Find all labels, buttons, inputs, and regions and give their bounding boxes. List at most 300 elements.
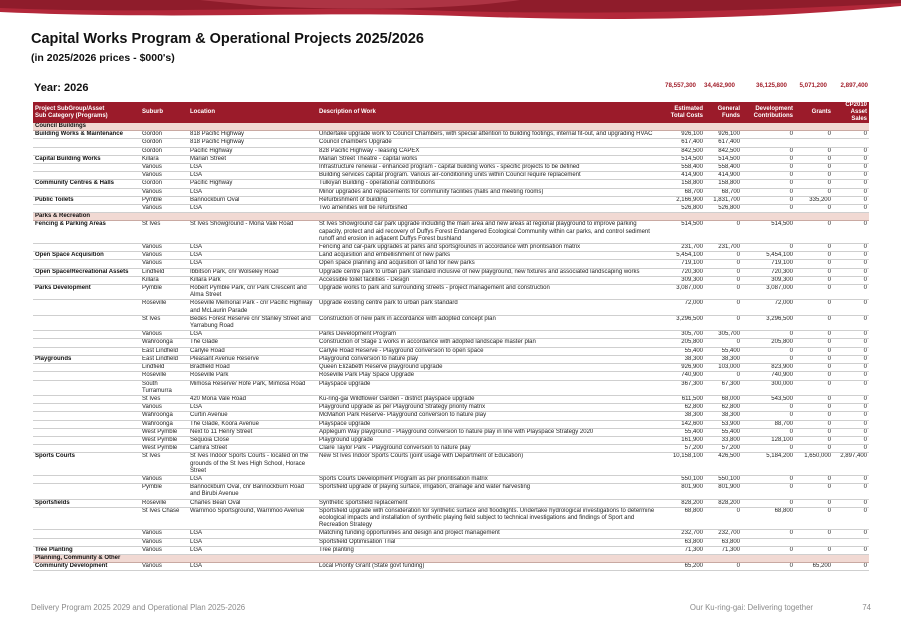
cell-description: Ku-ring-gai Wildflower Garden - district playspace upgrade bbox=[317, 395, 660, 403]
cell-general: 55,400 bbox=[705, 347, 742, 355]
cell-project bbox=[33, 395, 140, 403]
cell-general: 38,300 bbox=[705, 412, 742, 420]
table-row bbox=[33, 339, 869, 347]
header-location: Location bbox=[188, 102, 317, 123]
table-row bbox=[33, 546, 869, 554]
cell-description: Fencing and car-park upgrades at parks and sportsgrounds in accordance with prioritisation matrix bbox=[317, 244, 660, 252]
cell-cp2010: 0 bbox=[833, 347, 869, 355]
cell-location: LGA bbox=[188, 331, 317, 339]
cell-project: Fencing & Parking Areas bbox=[33, 221, 140, 244]
header-suburb: Suburb bbox=[140, 102, 188, 123]
cell-location: LGA bbox=[188, 530, 317, 538]
cell-location: Bannockburn Oval bbox=[188, 196, 317, 204]
cell-grants: 0 bbox=[795, 395, 833, 403]
cell-development: 0 bbox=[742, 404, 795, 412]
table-row bbox=[33, 347, 869, 355]
cell-suburb: Wahroonga bbox=[140, 412, 188, 420]
cell-grants: 0 bbox=[795, 445, 833, 453]
cell-general: 0 bbox=[705, 339, 742, 347]
cell-cp2010: 0 bbox=[833, 563, 869, 571]
total-cp2010: 2,897,400 bbox=[840, 82, 868, 89]
cell-estimated: 142,600 bbox=[660, 420, 705, 428]
cell-project bbox=[33, 188, 140, 196]
header-development: Development Contributions bbox=[742, 102, 795, 123]
cell-suburb: West Pymble bbox=[140, 428, 188, 436]
cell-development: 514,500 bbox=[742, 221, 795, 244]
cell-description: Playground conversion to nature play bbox=[317, 355, 660, 363]
cell-suburb: Various bbox=[140, 172, 188, 180]
cell-development: 0 bbox=[742, 499, 795, 507]
cell-cp2010: 0 bbox=[833, 445, 869, 453]
cell-grants: 0 bbox=[795, 285, 833, 300]
cell-project: Open Space Acquisition bbox=[33, 252, 140, 260]
cell-grants: 0 bbox=[795, 155, 833, 163]
cell-general: 53,900 bbox=[705, 420, 742, 428]
cell-description: Playspace upgrade bbox=[317, 380, 660, 395]
table-row bbox=[33, 436, 869, 444]
cell-cp2010: 0 bbox=[833, 372, 869, 380]
cell-cp2010: 0 bbox=[833, 404, 869, 412]
cell-location: The Glade, Koora Avenue bbox=[188, 420, 317, 428]
cell-general: 62,800 bbox=[705, 404, 742, 412]
cell-estimated: 205,800 bbox=[660, 339, 705, 347]
cell-project: Capital Building Works bbox=[33, 155, 140, 163]
cell-estimated: 3,087,000 bbox=[660, 285, 705, 300]
cell-project bbox=[33, 507, 140, 530]
cell-cp2010: 0 bbox=[833, 315, 869, 330]
cell-suburb: Various bbox=[140, 252, 188, 260]
cell-grants: 0 bbox=[795, 404, 833, 412]
table-row bbox=[33, 453, 869, 476]
cell-description: Council chambers Upgrade bbox=[317, 139, 660, 147]
cell-cp2010: 0 bbox=[833, 155, 869, 163]
cell-estimated: 414,900 bbox=[660, 172, 705, 180]
cell-estimated: 828,200 bbox=[660, 499, 705, 507]
cell-estimated: 801,900 bbox=[660, 484, 705, 499]
cell-cp2010: 0 bbox=[833, 339, 869, 347]
cell-development: 5,454,100 bbox=[742, 252, 795, 260]
cell-development: 0 bbox=[742, 172, 795, 180]
cell-location: Mimosa Reserve/ Rofe Park, Mimosa Road bbox=[188, 380, 317, 395]
cell-project bbox=[33, 139, 140, 147]
cell-general: 0 bbox=[705, 563, 742, 571]
table-row bbox=[33, 252, 869, 260]
cell-grants: 0 bbox=[795, 221, 833, 244]
cell-suburb: West Pymble bbox=[140, 436, 188, 444]
cell-location: LGA bbox=[188, 188, 317, 196]
cell-development: 0 bbox=[742, 196, 795, 204]
cell-location: St Ives Indoor Sports Courts - located on the grounds of the St Ives High School, Horace Street bbox=[188, 453, 317, 476]
cell-description: Upgrade existing centre park to urban park standard bbox=[317, 300, 660, 315]
cell-location: Roseville Park bbox=[188, 372, 317, 380]
cell-general: 57,200 bbox=[705, 445, 742, 453]
cell-cp2010: 0 bbox=[833, 420, 869, 428]
cell-location: LGA bbox=[188, 260, 317, 268]
cell-general: 305,700 bbox=[705, 331, 742, 339]
total-grants: 5,071,200 bbox=[799, 82, 827, 89]
section-label: Parks & Recreation bbox=[33, 213, 869, 221]
cell-cp2010: 0 bbox=[833, 172, 869, 180]
cell-development: 719,100 bbox=[742, 260, 795, 268]
cell-location: Marian Street bbox=[188, 155, 317, 163]
cell-location: LGA bbox=[188, 172, 317, 180]
table-row bbox=[33, 563, 869, 571]
cell-suburb: Various bbox=[140, 475, 188, 483]
cell-project bbox=[33, 164, 140, 172]
cell-grants: 0 bbox=[795, 412, 833, 420]
cell-general: 0 bbox=[705, 507, 742, 530]
cell-location: LGA bbox=[188, 546, 317, 554]
cell-development: 72,000 bbox=[742, 300, 795, 315]
cell-development: 0 bbox=[742, 428, 795, 436]
cell-cp2010: 0 bbox=[833, 164, 869, 172]
cell-cp2010: 0 bbox=[833, 285, 869, 300]
cell-general: 0 bbox=[705, 268, 742, 276]
cell-general: 68,700 bbox=[705, 188, 742, 196]
cell-project bbox=[33, 372, 140, 380]
cell-location: Ibbitson Park, cnr Wolseley Road bbox=[188, 268, 317, 276]
cell-estimated: 62,800 bbox=[660, 404, 705, 412]
cell-location: Warrimoo Sportsground, Warrimoo Avenue bbox=[188, 507, 317, 530]
cell-estimated: 309,300 bbox=[660, 276, 705, 284]
cell-general: 103,000 bbox=[705, 364, 742, 372]
cell-suburb: East Lindfield bbox=[140, 347, 188, 355]
cell-grants: 0 bbox=[795, 484, 833, 499]
cell-description: Roseville Park Play Space Upgrade bbox=[317, 372, 660, 380]
cell-grants: 335,200 bbox=[795, 196, 833, 204]
cell-cp2010: 0 bbox=[833, 180, 869, 188]
cell-description: Upgrade centre park to urban park standard inclusive of new playground, new fixtures and associated landscaping works bbox=[317, 268, 660, 276]
cell-development: 0 bbox=[742, 188, 795, 196]
cell-suburb: Gordon bbox=[140, 180, 188, 188]
cell-suburb: Gordon bbox=[140, 147, 188, 155]
cell-grants: 0 bbox=[795, 420, 833, 428]
cell-general: 55,400 bbox=[705, 428, 742, 436]
cell-suburb: Killara bbox=[140, 155, 188, 163]
cell-estimated: 2,166,900 bbox=[660, 196, 705, 204]
cell-grants bbox=[795, 538, 833, 546]
table-row bbox=[33, 188, 869, 196]
cell-suburb: Various bbox=[140, 331, 188, 339]
cell-grants: 65,200 bbox=[795, 563, 833, 571]
cell-cp2010: 0 bbox=[833, 428, 869, 436]
cell-location: Robert Pymble Park, cnr Park Crescent and Alma Street bbox=[188, 285, 317, 300]
cell-project bbox=[33, 412, 140, 420]
cell-description: Upgrade works to park and surrounding streets - project management and construction bbox=[317, 285, 660, 300]
table-row bbox=[33, 412, 869, 420]
cell-description: Construction of new park in accordance with adopted concept plan bbox=[317, 315, 660, 330]
cell-location: Carlyle Road bbox=[188, 347, 317, 355]
cell-cp2010: 0 bbox=[833, 355, 869, 363]
cell-grants: 0 bbox=[795, 188, 833, 196]
table-row bbox=[33, 372, 869, 380]
cell-cp2010 bbox=[833, 139, 869, 147]
cell-estimated: 367,300 bbox=[660, 380, 705, 395]
cell-general: 550,100 bbox=[705, 475, 742, 483]
cell-development: 68,800 bbox=[742, 507, 795, 530]
cell-estimated: 68,800 bbox=[660, 507, 705, 530]
total-general: 34,462,900 bbox=[704, 82, 735, 89]
cell-suburb: Various bbox=[140, 538, 188, 546]
cell-estimated: 558,400 bbox=[660, 164, 705, 172]
cell-estimated: 55,400 bbox=[660, 428, 705, 436]
cell-general: 0 bbox=[705, 276, 742, 284]
cell-cp2010: 0 bbox=[833, 395, 869, 403]
table-row bbox=[33, 420, 869, 428]
cell-development bbox=[742, 139, 795, 147]
cell-general: 926,100 bbox=[705, 131, 742, 139]
table-row bbox=[33, 331, 869, 339]
cell-general: 231,700 bbox=[705, 244, 742, 252]
cell-project bbox=[33, 244, 140, 252]
cell-suburb: Roseville bbox=[140, 300, 188, 315]
cell-project: Building Works & Maintenance bbox=[33, 131, 140, 139]
cell-cp2010: 0 bbox=[833, 196, 869, 204]
cell-project bbox=[33, 205, 140, 213]
cell-development: 0 bbox=[742, 412, 795, 420]
cell-cp2010: 0 bbox=[833, 188, 869, 196]
cell-development: 0 bbox=[742, 563, 795, 571]
cell-development: 0 bbox=[742, 546, 795, 554]
cell-project bbox=[33, 276, 140, 284]
cell-development: 309,300 bbox=[742, 276, 795, 284]
cell-estimated: 161,900 bbox=[660, 436, 705, 444]
section-row bbox=[33, 554, 869, 562]
total-development: 36,125,800 bbox=[756, 82, 787, 89]
cell-estimated: 514,500 bbox=[660, 221, 705, 244]
cell-grants: 0 bbox=[795, 347, 833, 355]
cell-project bbox=[33, 436, 140, 444]
cell-suburb: Roseville bbox=[140, 499, 188, 507]
cell-grants: 0 bbox=[795, 530, 833, 538]
cell-project bbox=[33, 347, 140, 355]
cell-project bbox=[33, 339, 140, 347]
cell-development: 543,500 bbox=[742, 395, 795, 403]
cell-suburb: Various bbox=[140, 260, 188, 268]
cell-project bbox=[33, 315, 140, 330]
cell-general: 232,700 bbox=[705, 530, 742, 538]
cell-location: Next to 11 Henry Street bbox=[188, 428, 317, 436]
cell-suburb: St Ives bbox=[140, 395, 188, 403]
cell-suburb: St Ives Chase bbox=[140, 507, 188, 530]
cell-general: 71,300 bbox=[705, 546, 742, 554]
cell-development: 300,000 bbox=[742, 380, 795, 395]
cell-general: 617,400 bbox=[705, 139, 742, 147]
cell-location: 818 Pacific Highway bbox=[188, 131, 317, 139]
cell-development: 0 bbox=[742, 484, 795, 499]
cell-cp2010: 0 bbox=[833, 268, 869, 276]
cell-location: Pacific Highway bbox=[188, 147, 317, 155]
table-row bbox=[33, 276, 869, 284]
cell-development: 0 bbox=[742, 244, 795, 252]
cell-description: Sportsfield upgrade with consideration for synthetic surface and floodlights. Undertake hydrological investigations to determine ecological impacts and installation of synthetic playing field subject to technical investigations and findings of Sport and Recreation Strategy bbox=[317, 507, 660, 530]
cell-cp2010: 0 bbox=[833, 300, 869, 315]
cell-cp2010: 0 bbox=[833, 412, 869, 420]
cell-project bbox=[33, 530, 140, 538]
cell-general: 801,900 bbox=[705, 484, 742, 499]
cell-suburb: Wahroonga bbox=[140, 420, 188, 428]
cell-grants: 0 bbox=[795, 372, 833, 380]
cell-cp2010: 0 bbox=[833, 499, 869, 507]
table-row bbox=[33, 285, 869, 300]
cell-estimated: 926,900 bbox=[660, 364, 705, 372]
cell-cp2010: 0 bbox=[833, 252, 869, 260]
cell-description: Tulkiyan Building - operational contributions bbox=[317, 180, 660, 188]
cell-suburb: South Turramurra bbox=[140, 380, 188, 395]
cell-grants: 0 bbox=[795, 339, 833, 347]
cell-general: 158,800 bbox=[705, 180, 742, 188]
cell-general: 558,400 bbox=[705, 164, 742, 172]
cell-location: Roseville Memorial Park - cnr Pacific Highway and McLaurin Parade bbox=[188, 300, 317, 315]
table-row bbox=[33, 484, 869, 499]
cell-location: LGA bbox=[188, 538, 317, 546]
table-row bbox=[33, 499, 869, 507]
cell-general: 514,500 bbox=[705, 155, 742, 163]
cell-estimated: 617,400 bbox=[660, 139, 705, 147]
cell-general: 33,800 bbox=[705, 436, 742, 444]
cell-general: 67,300 bbox=[705, 380, 742, 395]
section-row bbox=[33, 123, 869, 131]
cell-suburb: Various bbox=[140, 244, 188, 252]
cell-grants: 0 bbox=[795, 260, 833, 268]
cell-development: 0 bbox=[742, 347, 795, 355]
table-row bbox=[33, 507, 869, 530]
cell-general: 68,000 bbox=[705, 395, 742, 403]
table-body bbox=[33, 123, 869, 571]
cell-grants: 0 bbox=[795, 244, 833, 252]
cell-description: Playground upgrade bbox=[317, 436, 660, 444]
cell-suburb: Roseville bbox=[140, 372, 188, 380]
cell-description: Tree planting bbox=[317, 546, 660, 554]
table-row bbox=[33, 538, 869, 546]
cell-cp2010: 0 bbox=[833, 546, 869, 554]
table-row bbox=[33, 445, 869, 453]
cell-estimated: 72,000 bbox=[660, 300, 705, 315]
cell-description: Open space planning and acquisition of land for new parks bbox=[317, 260, 660, 268]
cell-grants: 0 bbox=[795, 276, 833, 284]
cell-grants: 0 bbox=[795, 131, 833, 139]
cell-general: 0 bbox=[705, 285, 742, 300]
table-row bbox=[33, 355, 869, 363]
cell-description: Minor upgrades and replacements for community facilities (halls and meeting rooms) bbox=[317, 188, 660, 196]
cell-development: 0 bbox=[742, 475, 795, 483]
cell-suburb: Gordon bbox=[140, 139, 188, 147]
cell-grants: 0 bbox=[795, 300, 833, 315]
cell-development: 205,800 bbox=[742, 339, 795, 347]
table-row bbox=[33, 139, 869, 147]
cell-description: Sports Courts Development Program as per prioritisation matrix bbox=[317, 475, 660, 483]
cell-suburb: Lindfield bbox=[140, 364, 188, 372]
cell-general: 842,500 bbox=[705, 147, 742, 155]
cell-grants bbox=[795, 139, 833, 147]
table-row bbox=[33, 131, 869, 139]
cell-suburb: Pymble bbox=[140, 196, 188, 204]
cell-project bbox=[33, 484, 140, 499]
cell-location: Killara Park bbox=[188, 276, 317, 284]
cell-project bbox=[33, 404, 140, 412]
header-description: Description of Work bbox=[317, 102, 660, 123]
cell-suburb: Lindfield bbox=[140, 268, 188, 276]
cell-project bbox=[33, 172, 140, 180]
cell-suburb: Various bbox=[140, 164, 188, 172]
cell-grants: 0 bbox=[795, 380, 833, 395]
cell-project: Playgrounds bbox=[33, 355, 140, 363]
cell-development: 0 bbox=[742, 205, 795, 213]
cell-project: Public Toilets bbox=[33, 196, 140, 204]
table-row bbox=[33, 205, 869, 213]
cell-estimated: 232,700 bbox=[660, 530, 705, 538]
cell-location: Curtin Avenue bbox=[188, 412, 317, 420]
cell-general: 414,900 bbox=[705, 172, 742, 180]
cell-suburb: Pymble bbox=[140, 285, 188, 300]
cell-location: The Glade bbox=[188, 339, 317, 347]
cell-grants: 0 bbox=[795, 428, 833, 436]
cell-estimated: 55,400 bbox=[660, 347, 705, 355]
cell-location: Bannockburn Oval, cnr Bannockburn Road and Birubi Avenue bbox=[188, 484, 317, 499]
cell-project bbox=[33, 445, 140, 453]
cell-grants: 0 bbox=[795, 268, 833, 276]
header-general: General Funds bbox=[705, 102, 742, 123]
cell-location: LGA bbox=[188, 205, 317, 213]
cell-development: 0 bbox=[742, 155, 795, 163]
cell-development: 3,296,500 bbox=[742, 315, 795, 330]
cell-estimated: 305,700 bbox=[660, 331, 705, 339]
cell-cp2010: 0 bbox=[833, 205, 869, 213]
cell-location: Pacific Highway bbox=[188, 180, 317, 188]
cell-development: 88,700 bbox=[742, 420, 795, 428]
cell-description: Playspace upgrade bbox=[317, 420, 660, 428]
cell-description: Land acquisition and embellishment of new parks bbox=[317, 252, 660, 260]
cell-location: LGA bbox=[188, 475, 317, 483]
cell-cp2010: 0 bbox=[833, 260, 869, 268]
cell-cp2010: 0 bbox=[833, 131, 869, 139]
cell-development: 0 bbox=[742, 445, 795, 453]
total-estimated: 78,557,300 bbox=[665, 82, 696, 89]
cell-development bbox=[742, 538, 795, 546]
cell-cp2010: 0 bbox=[833, 221, 869, 244]
cell-estimated: 38,300 bbox=[660, 412, 705, 420]
cell-suburb: Various bbox=[140, 546, 188, 554]
cell-location: Camira Street bbox=[188, 445, 317, 453]
cell-development: 0 bbox=[742, 180, 795, 188]
cell-suburb: St Ives bbox=[140, 315, 188, 330]
cell-location: Bradfield Road bbox=[188, 364, 317, 372]
cell-location: LGA bbox=[188, 404, 317, 412]
cell-description: Sportsfield upgrade of playing surface, irrigation, drainage and water harvesting bbox=[317, 484, 660, 499]
cell-project bbox=[33, 260, 140, 268]
cell-project bbox=[33, 538, 140, 546]
cell-grants: 0 bbox=[795, 164, 833, 172]
table-row bbox=[33, 221, 869, 244]
cell-description: 828 Pacific Highway - leasing CAPEX bbox=[317, 147, 660, 155]
cell-cp2010: 0 bbox=[833, 507, 869, 530]
table-row bbox=[33, 364, 869, 372]
cell-suburb: Various bbox=[140, 188, 188, 196]
cell-cp2010: 0 bbox=[833, 436, 869, 444]
cell-suburb: Various bbox=[140, 205, 188, 213]
cell-project: Community Development bbox=[33, 563, 140, 571]
cell-general: 0 bbox=[705, 315, 742, 330]
cell-grants: 0 bbox=[795, 507, 833, 530]
cell-estimated: 842,500 bbox=[660, 147, 705, 155]
table-row bbox=[33, 380, 869, 395]
cell-suburb: East Lindfield bbox=[140, 355, 188, 363]
cell-description: Accessible toilet facilities - Design bbox=[317, 276, 660, 284]
cell-development: 0 bbox=[742, 164, 795, 172]
cell-project: Sportsfields bbox=[33, 499, 140, 507]
cell-development: 720,300 bbox=[742, 268, 795, 276]
cell-grants: 0 bbox=[795, 436, 833, 444]
